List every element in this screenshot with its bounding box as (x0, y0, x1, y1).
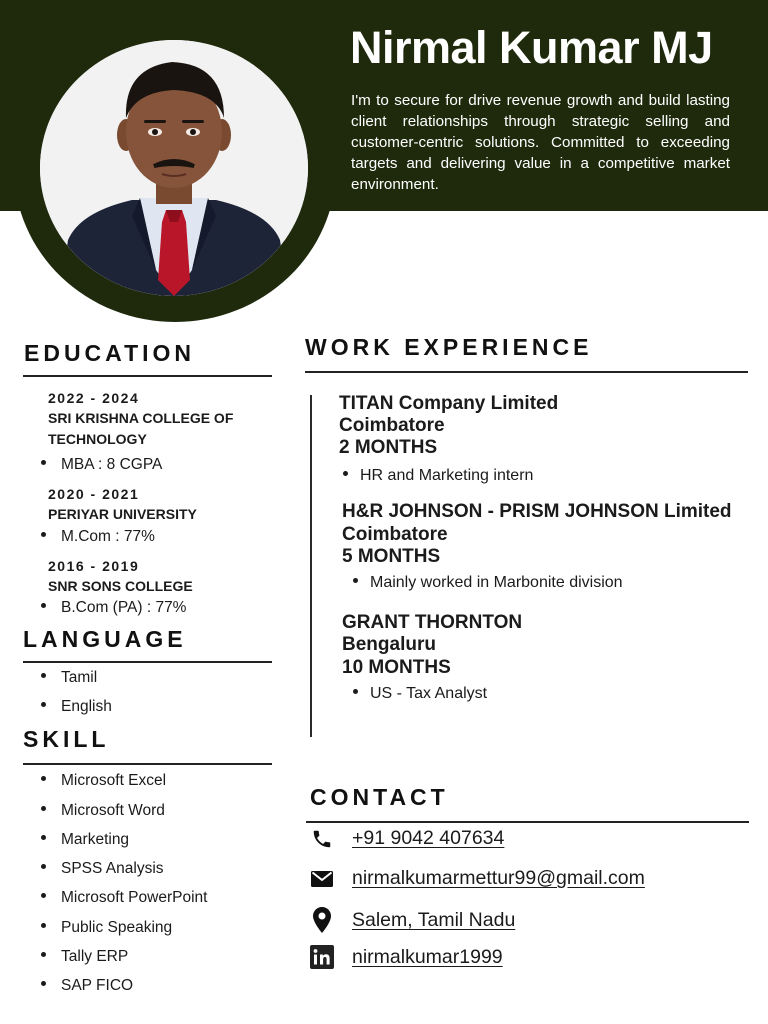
language-divider (23, 661, 272, 663)
job-duration: 5 MONTHS (342, 546, 441, 567)
education-school: SRI KRISHNA COLLEGE OF TECHNOLOGY (48, 410, 234, 447)
contact-phone[interactable] (310, 827, 504, 850)
job-location: Bengaluru (342, 634, 436, 655)
profile-summary: I'm to secure for drive revenue growth and build lasting client relationships through strategic selling and customer-centric solutions. Committed to exceeding targets and delivering value in a competitive market environment. (351, 92, 730, 193)
bullet-icon (41, 981, 46, 986)
mail-icon (310, 871, 334, 887)
job-duration: 2 MONTHS (339, 437, 438, 458)
bullet-icon (41, 806, 46, 811)
bullet-icon (41, 603, 46, 608)
language-item: Tamil (41, 669, 97, 687)
bullet-icon (41, 923, 46, 928)
job-detail: US - Tax Analyst (353, 685, 487, 703)
email-link[interactable]: nirmalkumarmettur99@gmail.com (352, 867, 645, 889)
linkedin-link[interactable]: nirmalkumar1999 (352, 945, 503, 968)
skill-item: SPSS Analysis (41, 860, 164, 878)
job-company: H&R JOHNSON - PRISM JOHNSON Limited (342, 501, 732, 522)
education-detail: MBA : 8 CGPA (41, 456, 162, 474)
bullet-icon (353, 578, 358, 583)
phone-link[interactable]: +91 9042 407634 (352, 827, 505, 849)
education-school: PERIYAR UNIVERSITY (48, 506, 197, 522)
skill-item: Microsoft PowerPoint (41, 889, 207, 907)
education-school: SNR SONS COLLEGE (48, 578, 193, 594)
contact-linkedin[interactable] (310, 945, 503, 969)
candidate-name: Nirmal Kumar MJ (350, 22, 713, 73)
profile-portrait-icon (40, 40, 308, 296)
bullet-icon (41, 952, 46, 957)
work-experience-divider (305, 371, 748, 373)
contact-divider (306, 821, 749, 823)
skill-divider (23, 763, 272, 765)
job-detail: HR and Marketing intern (343, 467, 533, 485)
job-location: Coimbatore (342, 524, 448, 545)
contact-email[interactable] (310, 867, 645, 890)
skill-item: Public Speaking (41, 919, 172, 937)
job-detail: Mainly worked in Marbonite division (353, 574, 623, 592)
education-years: 2022 - 2024 (48, 390, 140, 406)
education-title: EDUCATION (24, 340, 196, 366)
contact-title: CONTACT (310, 784, 449, 810)
job-company: TITAN Company Limited (339, 393, 559, 414)
bullet-icon (41, 893, 46, 898)
job-company: GRANT THORNTON (342, 612, 523, 633)
phone-icon (310, 828, 334, 850)
education-detail: B.Com (PA) : 77% (41, 599, 186, 617)
skill-title: SKILL (23, 726, 110, 752)
education-years: 2016 - 2019 (48, 558, 140, 574)
bullet-icon (41, 460, 46, 465)
education-divider (23, 375, 272, 377)
location-pin-icon (310, 907, 334, 933)
location-link[interactable]: Salem, Tamil Nadu (352, 908, 516, 931)
work-timeline-line (310, 395, 312, 737)
language-title: LANGUAGE (23, 626, 187, 652)
bullet-icon (41, 532, 46, 537)
linkedin-icon (310, 945, 334, 969)
education-years: 2020 - 2021 (48, 486, 140, 502)
bullet-icon (41, 702, 46, 707)
skill-item: SAP FICO (41, 977, 133, 995)
job-duration: 10 MONTHS (342, 657, 451, 678)
skill-item: Tally ERP (41, 948, 128, 966)
skill-item: Microsoft Word (41, 802, 165, 820)
profile-photo (40, 40, 308, 296)
bullet-icon (41, 776, 46, 781)
skill-item: Microsoft Excel (41, 772, 166, 790)
bullet-icon (343, 471, 348, 476)
job-location: Coimbatore (339, 415, 445, 436)
skill-item: Marketing (41, 831, 129, 849)
bullet-icon (41, 864, 46, 869)
language-item: English (41, 698, 112, 716)
bullet-icon (41, 673, 46, 678)
work-experience-title: WORK EXPERIENCE (305, 334, 593, 360)
bullet-icon (41, 835, 46, 840)
contact-location[interactable] (310, 907, 515, 933)
bullet-icon (353, 689, 358, 694)
education-detail: M.Com : 77% (41, 528, 155, 546)
